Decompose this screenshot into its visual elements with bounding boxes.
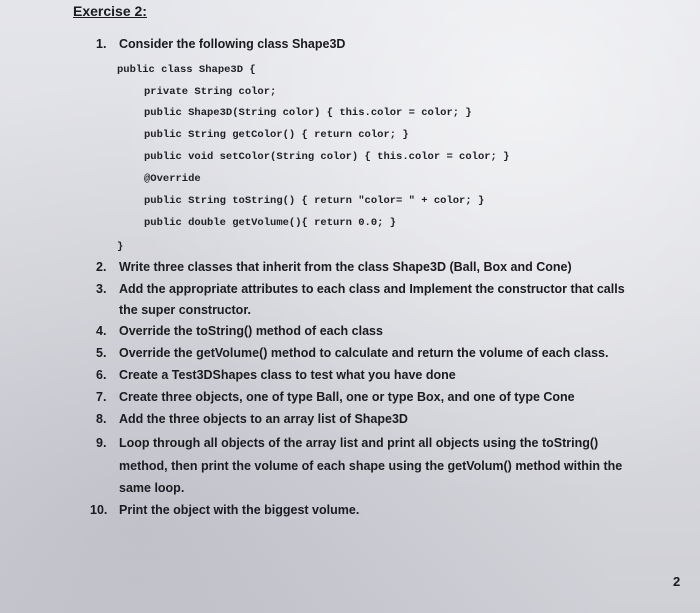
question-10 <box>90 499 359 521</box>
question-number: 10. <box>90 503 108 517</box>
question-number: 8. <box>96 412 107 426</box>
code-line: public void setColor(String color) { this.color = color; } <box>144 151 510 163</box>
question-text: Add the three objects to an array list of Shape3D <box>119 412 408 426</box>
question-text: the super constructor. <box>119 303 251 317</box>
question-3 <box>96 278 625 300</box>
question-text: Override the getVolume() method to calculate and return the volume of each class. <box>119 346 609 360</box>
question-9 <box>96 432 598 454</box>
page-number: 2 <box>673 574 681 589</box>
question-text: Write three classes that inherit from the class Shape3D (Ball, Box and Cone) <box>119 260 572 274</box>
question-text: Create a Test3DShapes class to test what you have done <box>119 368 456 382</box>
code-line: public double getVolume(){ return 0.0; } <box>144 217 397 229</box>
question-3-cont <box>96 299 251 321</box>
question-text: Print the object with the biggest volume. <box>119 503 360 517</box>
question-5 <box>96 342 608 364</box>
question-number: 6. <box>96 368 107 382</box>
code-line: public String toString() { return "color= " + color; } <box>144 195 485 207</box>
question-text: Add the appropriate attributes to each class and Implement the constructor that calls <box>119 282 625 296</box>
code-line: @Override <box>144 173 201 185</box>
question-9-cont <box>96 455 622 477</box>
question-6 <box>96 364 456 386</box>
question-number: 4. <box>96 324 107 338</box>
question-text: Consider the following class Shape3D <box>119 37 346 51</box>
question-4 <box>96 320 383 342</box>
question-number: 9. <box>96 436 107 450</box>
question-text: Override the toString() method of each class <box>119 324 383 338</box>
question-number: 3. <box>96 282 107 296</box>
question-number: 1. <box>96 37 107 51</box>
code-line: public String getColor() { return color; } <box>144 129 409 141</box>
question-number: 5. <box>96 346 107 360</box>
exercise-title: Exercise 2: <box>73 3 147 19</box>
code-line: } <box>117 241 124 253</box>
question-2 <box>96 256 572 278</box>
question-8 <box>96 408 408 430</box>
question-7 <box>96 386 575 408</box>
question-text: Create three objects, one of type Ball, one or type Box, and one of type Cone <box>119 390 575 404</box>
question-number: 2. <box>96 260 107 274</box>
code-line: public Shape3D(String color) { this.color = color; } <box>144 107 472 119</box>
question-number: 7. <box>96 390 107 404</box>
question-text: Loop through all objects of the array list and print all objects using the toString() <box>119 436 599 450</box>
question-text: method, then print the volume of each shape using the getVolum() method within the <box>119 459 623 473</box>
code-line: public class Shape3D { <box>117 64 256 76</box>
question-9-cont2 <box>96 477 184 499</box>
question-text: same loop. <box>119 481 185 495</box>
code-line: private String color; <box>144 86 277 98</box>
question-1 <box>96 33 345 55</box>
